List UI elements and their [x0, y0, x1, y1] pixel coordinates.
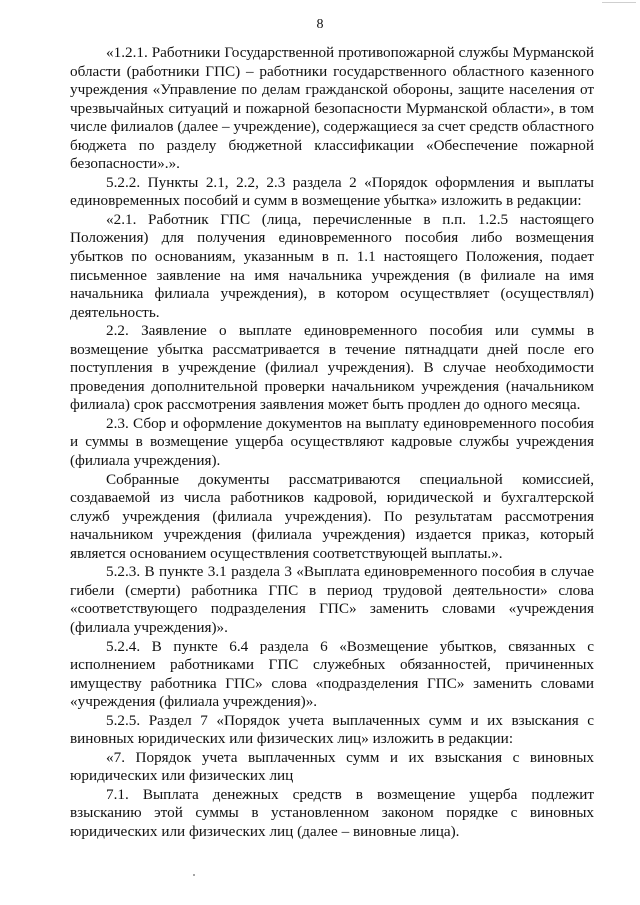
- scan-edge-mark: [602, 2, 636, 5]
- page-number: 8: [316, 17, 324, 32]
- paragraph-5-2-4: 5.2.4. В пункте 6.4 раздела 6 «Возмещение убытков, связанных с исполнением работниками ГПС служебных обязанностей, причиненных имуществу работника ГПС» слова «подразделения ГПС» заменить словами «учреждения (филиала учреждения)».: [70, 637, 594, 711]
- paragraph-5-2-2: 5.2.2. Пункты 2.1, 2.2, 2.3 раздела 2 «Порядок оформления и выплаты единовременных пособий и сумм в возмещение убытка» изложить в редакции:: [70, 173, 594, 210]
- paragraph-2-2: 2.2. Заявление о выплате единовременного пособия или суммы в возмещение убытка рассматривается в течение пятнадцати дней после его поступления в учреждение (филиал учреждения). В случае необходимости проведения дополнительной проверки начальником учреждения (начальником филиала) срок рассмотрения заявления может быть продлен до одного месяца.: [70, 322, 594, 414]
- paragraph-5-2-5: 5.2.5. Раздел 7 «Порядок учета выплаченных сумм и их взыскания с виновных юридических или физических лиц» изложить в редакции:: [70, 711, 594, 748]
- document-body: [70, 44, 594, 842]
- paragraph-7-1: 7.1. Выплата денежных средств в возмещение ущерба подлежит взысканию этой суммы в установленном законом порядке с виновных юридических или физических лиц (далее – виновные лица).: [70, 785, 594, 840]
- section-7-heading: «7. Порядок учета выплаченных сумм и их взыскания с виновных юридических или физических лиц: [70, 748, 594, 785]
- paragraph-1-2-1: «1.2.1. Работники Государственной противопожарной службы Мурманской области (работники ГПС) – работники государственного областного казенного учреждения «Управление по делам гражданской обороны, защите населения от чрезвычайных ситуаций и пожарной безопасности Мурманской области», в том числе филиалов (далее – учреждение), содержащиеся за счет средств областного бюджета по разделу бюджетной классификации «Обеспечение пожарной безопасности».».: [70, 44, 594, 173]
- paragraph-2-3: 2.3. Сбор и оформление документов на выплату единовременного пособия и суммы в возмещение ущерба осуществляют кадровые службы учреждения (филиала учреждения).: [70, 414, 594, 470]
- scan-dot-mark: [193, 874, 195, 876]
- paragraph-2-1: «2.1. Работник ГПС (лица, перечисленные в п.п. 1.2.5 настоящего Положения) для получения единовременного пособия либо возмещения убытков по основаниям, указанным в п. 1.1 настоящего Положения, подает письменное заявление на имя начальника учреждения (в филиале на имя начальника филиала учреждения), в котором осуществляет (осуществлял) деятельность.: [70, 210, 594, 321]
- paragraph-5-2-3: 5.2.3. В пункте 3.1 раздела 3 «Выплата единовременного пособия в случае гибели (смерти) работника ГПС в период трудовой деятельности» слова «соответствующего подразделения ГПС» заменить словами «учреждения (филиала учреждения)».: [70, 563, 594, 636]
- paragraph-commission: Собранные документы рассматриваются специальной комиссией, создаваемой из числа работников кадровой, юридической и бухгалтерской служб учреждения (филиала учреждения). По результатам рассмотрения начальником учреждения (филиала учреждения) издается приказ, который является основанием осуществления соответствующей выплаты.».: [70, 470, 594, 562]
